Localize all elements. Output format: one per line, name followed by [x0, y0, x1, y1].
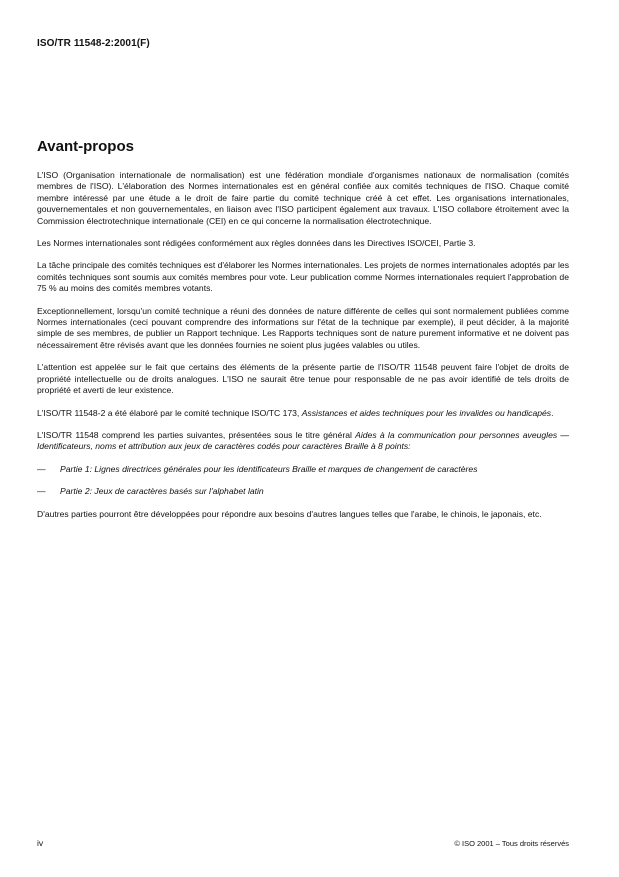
paragraph-future-parts: D'autres parties pourront être développées pour répondre aux besoins d'autres langues telles que l'arabe, le chinois, le japonais, etc. — [37, 508, 542, 519]
general-title: Aides à la communication pour personnes aveugles — Identificateurs, noms et attribution aux jeux de caractères codés pour caractères Braille à 8 points: — [37, 429, 569, 452]
em-dash-bullet: — — [37, 463, 46, 474]
paragraph-committee — [37, 408, 569, 419]
committee-title: Assistances et aides techniques pour les invalides ou handicapés — [301, 407, 552, 418]
document-header-id: ISO/TR 11548-2:2001(F) — [37, 38, 150, 49]
foreword-body — [37, 170, 569, 531]
part-list-item — [37, 486, 569, 497]
page-number: iv — [37, 838, 44, 848]
part-title: Partie 2: Jeux de caractères basés sur l'alphabet latin — [60, 486, 264, 497]
section-title: Avant-propos — [37, 138, 134, 155]
paragraph-patent-rights: L'attention est appelée sur le fait que certains des éléments de la présente partie de l'ISO/TR 11548 peuvent faire l'objet de droits de propriété intellectuelle ou de droits analogues. L'ISO ne saurait être tenue pour responsable de ne pas avoir identifié de tels droits de propriété et averti de leur existence. — [37, 362, 569, 396]
committee-suffix: . — [551, 407, 554, 418]
paragraph-iso-intro: L'ISO (Organisation internationale de normalisation) est une fédération mondiale d'organismes nationaux de normalisation (comités membres de l'ISO). L'élaboration des Normes internationales est en général confiée aux comités techniques de l'ISO. Chaque comité membre intéressé par une étude a le droit de faire partie du comité technique créé à cet effet. Les organisations internationales, gouvernementales et non gouvernementales, en liaison avec l'ISO participent également aux travaux. L'ISO collabore étroitement avec la Commission électrotechnique internationale (CEI) en ce qui concerne la normalisation électrotechnique. — [37, 170, 569, 226]
parts-intro-prefix: L'ISO/TR 11548 comprend les parties suivantes, présentées sous le titre général — [37, 429, 356, 440]
paragraph-main-task: La tâche principale des comités techniques est d'élaborer les Normes internationales. Les projets de normes internationales adoptés par les comités techniques sont soumis aux comités membres pour vote. Leur publication comme Normes internationales requiert l'approbation de 75 % au moins des comités membres votants. — [37, 260, 569, 294]
em-dash-bullet: — — [37, 486, 46, 497]
paragraph-directives: Les Normes internationales sont rédigées conformément aux règles données dans les Directives ISO/CEI, Partie 3. — [37, 238, 476, 249]
paragraph-parts-intro — [37, 430, 569, 453]
part-list-item — [37, 464, 569, 475]
copyright-notice: © ISO 2001 – Tous droits réservés — [454, 839, 569, 848]
part-title: Partie 1: Lignes directrices générales pour les identificateurs Braille et marques de changement de caractères — [60, 463, 478, 474]
committee-prefix: L'ISO/TR 11548-2 a été élaboré par le comité technique ISO/TC 173, — [37, 407, 302, 418]
paragraph-technical-report: Exceptionnellement, lorsqu'un comité technique a réuni des données de nature différente de celles qui sont normalement publiées comme Normes internationales (ceci pouvant comprendre des informations sur l'état de la technique par exemple), il peut décider, à la majorité simple de ses membres, de publier un Rapport technique. Les Rapports techniques sont de nature purement informative et ne doivent pas nécessairement être révisés avant que les données fournies ne soient plus jugées valables ou utiles. — [37, 305, 569, 350]
